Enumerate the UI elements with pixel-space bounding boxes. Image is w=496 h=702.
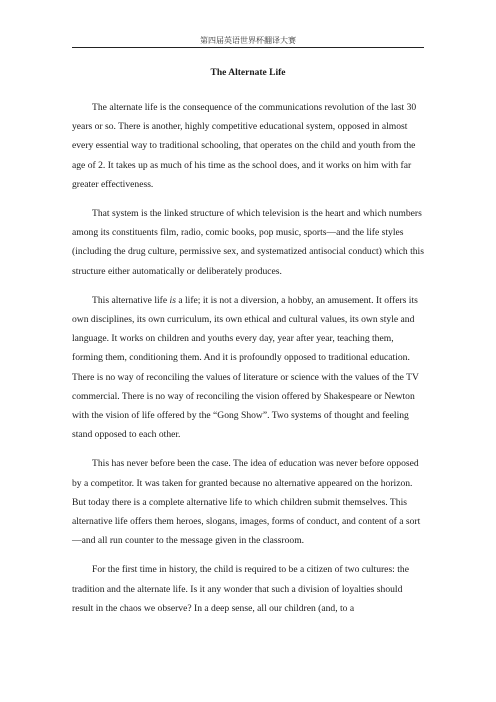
paragraph-2: That system is the linked structure of which television is the heart and which numbers among its constituents film, radio, comic books, pop music, sports—and the life styles (including the drug culture, permissive sex, and systematized antisocial conduct) which this structure either automatically or deliberately produces. <box>72 208 424 277</box>
paragraph-3 <box>72 291 424 445</box>
paragraph-3-emphasis: is <box>169 294 176 306</box>
paragraph-3-rest: a life; it is not a diversion, a hobby, an amusement. It offers its own disciplines, its own curriculum, its own ethical and cultural values, its own style and language. It works on children and youths every day, year after year, teaching them, forming them, conditioning them. And it is profoundly opposed to traditional education. There is no way of reconciling the values of literature or science with the values of the TV commercial. There is no way of reconciling the vision offered by Shakespeare or Newton with the vision of life offered by the “Gong Show”. Two systems of thought and feeling stand opposed to each other. <box>72 294 419 441</box>
paragraph-4: This has never before been the case. The idea of education was never before opposed by a competitor. It was taken for granted because no alternative appeared on the horizon. But today there is a complete alternative life to which children submit themselves. This alternative life offers them heroes, slogans, images, forms of conduct, and content of a sort—and all run counter to the message given in the classroom. <box>72 458 421 547</box>
paragraph-1: The alternate life is the consequence of the communications revolution of the last 30 years or so. There is another, highly competitive educational system, opposed in almost every essential way to traditional schooling, that operates on the child and youth from the age of 2. It takes up as much of his time as the school does, and it works on him with far greater effectiveness. <box>72 102 417 190</box>
document-body <box>72 98 424 628</box>
page-header <box>72 0 424 46</box>
paragraph-3-lead: This alternative life <box>92 294 170 306</box>
header-divider <box>72 47 424 48</box>
header-text: 第四届英语世界杯翻译大赛 <box>200 36 296 45</box>
document-title: The Alternate Life <box>210 68 286 78</box>
paragraph-5: For the first time in history, the child is required to be a citizen of two cultures: the tradition and the alternate life. Is it any wonder that such a division of loyalties should result in the chaos we observe? In a deep sense, all our children (and, to a <box>72 564 409 614</box>
